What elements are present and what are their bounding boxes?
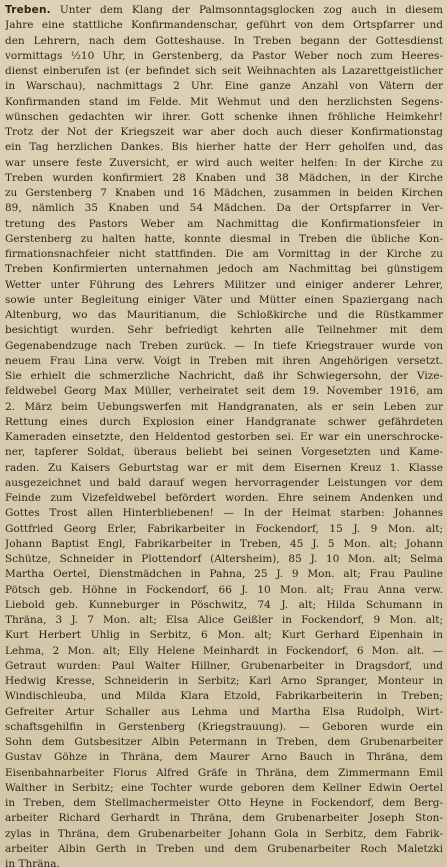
article-line: Hedwig Kresse, Schneiderin in Serbitz; Karl Arno Spranger, Monteur in [5,675,443,687]
article-line: Gerstenberg zu halten hatte, konnte diesmal in Treben die übliche Kon- [5,232,443,245]
article-line: raden. Zu Kaisers Geburtstag war er mit dem Eisernen Kreuz 1. Klasse [5,461,443,474]
article-line: Treben. Unter dem Klang der Palmsonntagsglocken zog auch in diesem [5,4,443,16]
article-body [5,3,443,867]
article-line: Feinde zum Vizefeldwebel befördert worden. Ehre seinem Andenken und [5,492,443,504]
article-line: Gefreiter Artur Schaller aus Lehma und Martha Elsa Rudolph, Wirt- [5,705,443,718]
article-line: Gottes Trost allen Hinterbliebenen! — In der Heimat starben: Johannes [5,507,443,520]
article-line: ner, tapferer Soldat, überaus beliebt bei seinen Vorgesetzten und Kame- [5,446,443,459]
article-line: in Thräna. [5,858,60,867]
article-line: zylas in Thräna, dem Grubenarbeiter Johann Gola in Serbitz, dem Fabrik- [5,827,443,840]
article-line: war unsere feste Zuversicht, er wird auch weiter helfen: In der Kirche zu [5,156,443,169]
article-line: Rettung eines durch Explosion einer Handgranate schwer gefährdeten [5,415,443,428]
article-line: Wetter unter Führung des Lehrers Militzer und einiger anderer Lehrer, [5,278,443,291]
article-line: dienst einberufen ist (er befindet sich seit Weihnachten als Lazarettgeistlicher [5,65,443,77]
article-line: besichtigt wurden. Sehr befriedigt kehrten alle Teilnehmer mit dem [5,324,443,337]
article-line: arbeiter Richard Gerhardt in Thräna, dem Grubenarbeiter Joseph Ston- [5,812,443,825]
article-line: Martha Oertel, Dienstmädchen in Pahna, 25 J. 9 Mon. alt; Frau Pauline [5,568,443,581]
article-line: vormittags ½10 Uhr, in Gerstenberg, da Pastor Weber noch zum Heeres- [5,49,443,62]
article-line: Eisenbahnarbeiter Florus Alfred Gräfe in Thräna, dem Zimmermann Emil [5,766,443,779]
article-line: Gottfried Georg Erler, Fabrikarbeiter in Fockendorf, 15 J. 9 Mon. alt; [5,522,443,535]
article-line: Konfirmanden stand im Felde. Mit Wehmut und den herzlichsten Segens- [5,95,443,108]
article-line: Kameraden einsetzte, den Heldentod gestorben sei. Er war ein unerschrocke- [5,431,443,443]
article-line: 2. März beim Uebungswerfen mit Handgranaten, als er sein Leben zur [5,400,443,413]
article-line: schaftsgehilfin in Gerstenberg (Kriegstrauung). — Geboren wurde ein [5,720,443,733]
article-line: 89, nämlich 35 Knaben und 54 Mädchen. Da der Ortspfarrer in Ver- [5,202,443,215]
article-line: ein Tag herzlichen Dankes. Bis hierher hatte der Herr geholfen und, das [5,141,443,154]
article-line: Trotz der Not der Kriegszeit war aber doch auch dieser Konfirmationstag [5,126,443,138]
article-line: Johann Baptist Engl, Fabrikarbeiter in Treben, 45 J. 5 Mon. alt; Johann [5,537,443,550]
article-line: den Lehrern, nach dem Gotteshause. In Treben begann der Gottesdienst [5,34,443,47]
article-line: Pötsch geb. Höhne in Fockendorf, 66 J. 10 Mon. alt; Frau Anna verw. [5,583,443,596]
article-line: Liebold geb. Kunneburger in Pöschwitz, 74 J. alt; Hilda Schumann in [5,598,443,611]
article-line: Jahre eine stattliche Konfirmandenschar, geführt von dem Ortspfarrer und [5,19,443,32]
article-line: neuem Frau Lina verw. Voigt in Treben mit ihren Angehörigen versetzt. [5,354,443,367]
article-line: Sohn dem Gutsbesitzer Albin Petermann in Treben, dem Grubenarbeiter [5,736,443,748]
article-line: arbeiter Albin Gerth in Treben und dem Grubenarbeiter Roch Maletzki [5,842,443,855]
article-line: Thräna, 3 J. 7 Mon. alt; Elsa Alice Geißler in Fockendorf, 9 Mon. alt; [5,614,443,626]
article-lead: Treben. [5,4,51,16]
article-line: Lehma, 2 Mon. alt; Elly Helene Meinhardt in Fockendorf, 6 Mon. alt. — [5,644,443,657]
article-line: in Warschau), nachmittags 2 Uhr. Eine ganze Anzahl von Vätern der [5,80,443,93]
article-line: Kurt Herbert Uhlig in Serbitz, 6 Mon. alt; Kurt Gerhard Eipenhain in [5,629,443,642]
article-line: feldwebel Georg Max Müller, verheiratet seit dem 19. November 1916, am [5,385,443,398]
article-line: Windischleuba, und Milda Klara Etzold, Fabrikarbeiterin in Treben; [5,690,443,703]
article-line: sowie unter Begleitung einiger Väter und Mütter einen Spaziergang nach [5,293,443,306]
article-line: Treben wurden konfirmiert 28 Knaben und 38 Mädchen, in der Kirche [5,171,443,184]
article-line: wünschen gedachten wir ihrer. Gott schenke ihnen fröhliche Heimkehr! [5,110,443,123]
article-line: Sie erhielt die schmerzliche Nachricht, daß ihr Schwiegersohn, der Vize- [5,370,443,382]
article-line: ausgezeichnet und bald darauf wegen hervorragender Leistungen vor dem [5,476,443,489]
article-line: in Treben, dem Stellmachermeister Otto Heyne in Fockendorf, dem Berg- [5,797,443,809]
article-line: Getraut wurden: Paul Walter Hillner, Grubenarbeiter in Dragsdorf, und [5,659,443,672]
article-line: zu Gerstenberg 7 Knaben und 16 Mädchen, zusammen in beiden Kirchen [5,187,443,199]
article-line: Gegenabendzuge nach Treben zurück. — In tiefe Kriegstrauer wurde von [5,339,443,352]
article-line: Treben Konfirmierten unternahmen jedoch am Nachmittag bei günstigem [5,263,443,276]
article-line: firmationsnachfeier nicht stattfinden. Die am Vormittag in der Kirche zu [5,248,443,260]
article-line: tretung des Pastors Weber am Nachmittag die Konfirmationsfeier in [5,217,443,230]
article-line: Gustav Göhze in Thräna, dem Maurer Arno Bauch in Thräna, dem [5,751,443,764]
article-line: Walther in Serbitz; eine Tochter wurde geboren dem Kellner Edwin Oertel [5,781,443,794]
article-line: Schütze, Schneider in Plottendorf (Altersheim), 85 J. 10 Mon. alt; Selma [5,553,443,565]
article-line: Altenburg, wo das Mauritianum, die Schloßkirche und die Rüstkammer [5,309,443,321]
